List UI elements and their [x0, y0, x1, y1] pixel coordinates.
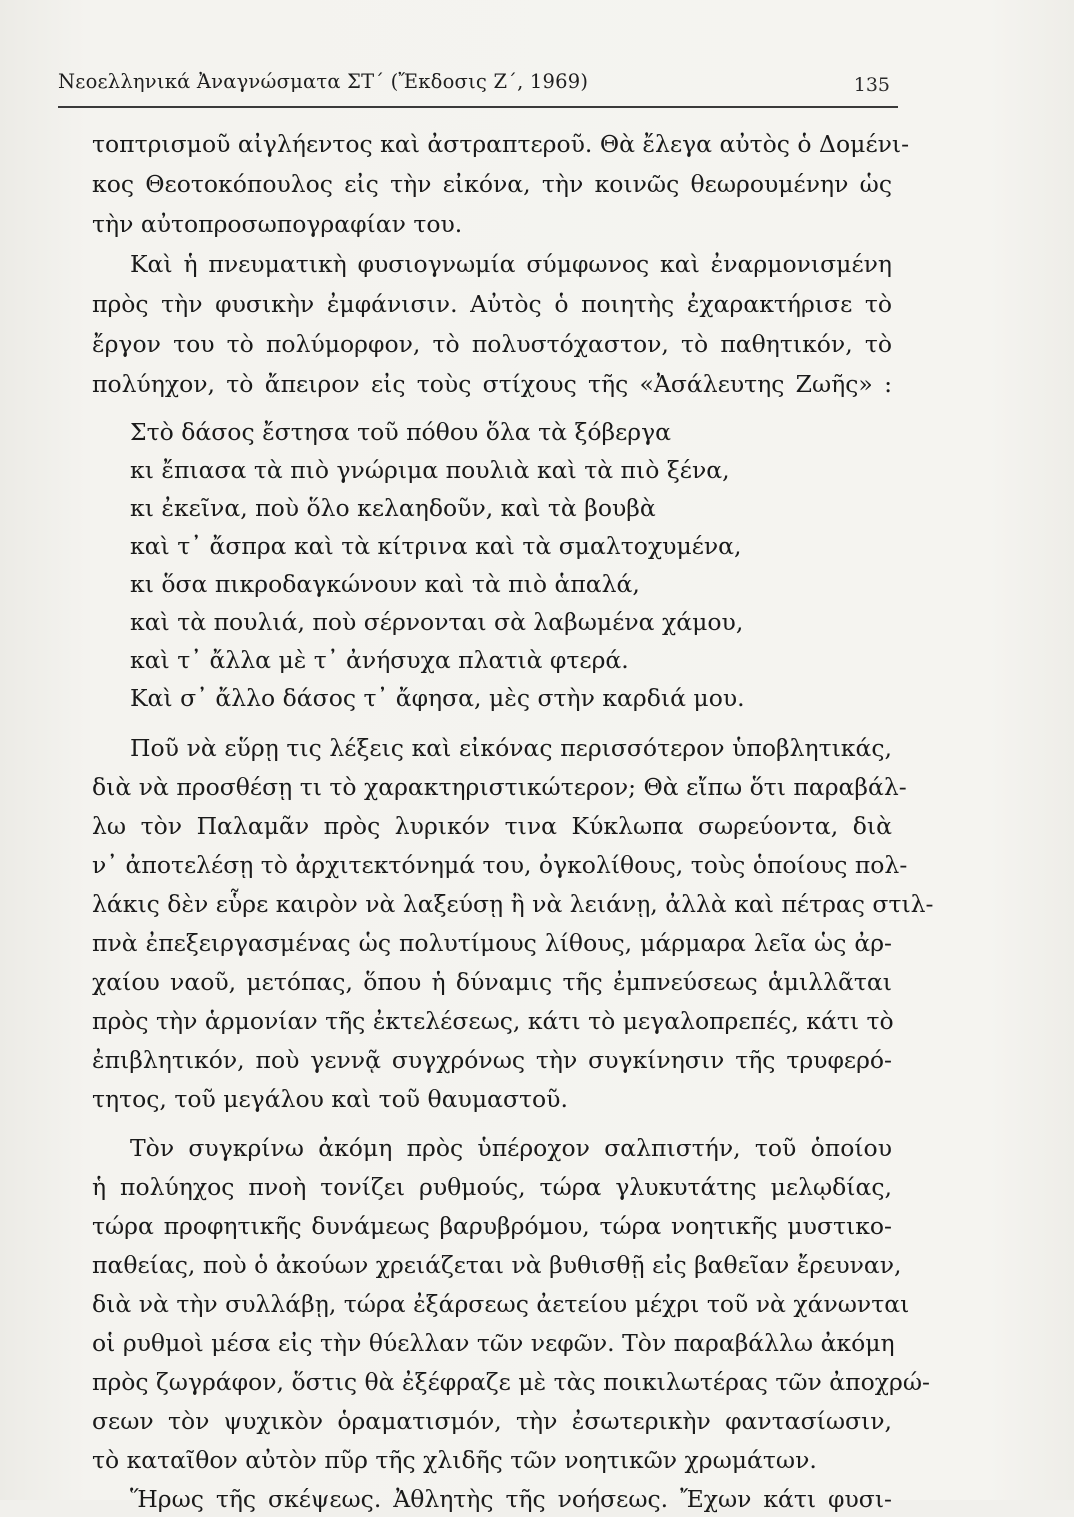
- text-line: Ἥρως τῆς σκέψεως. Ἀθλητὴς τῆς νοήσεως. Ἔχων κάτι φυσι-: [130, 1485, 892, 1513]
- text-line: τὴν αὐτοπροσωπογραφίαν του.: [92, 210, 463, 238]
- text-line: διὰ νὰ τὴν συλλάβῃ, τώρα ἐξάρσεως ἀετείου μέχρι τοῦ νὰ χάνωνται: [92, 1290, 910, 1318]
- verse-line: Στὸ δάσος ἔστησα τοῦ πόθου ὅλα τὰ ξόβεργα: [130, 418, 672, 446]
- text-line: ν᾿ ἀποτελέσῃ τὸ ἀρχιτεκτόνημά του, ὀγκολίθους, τοὺς ὁποίους πολ-: [92, 851, 908, 879]
- text-line: παθείας, ποὺ ὁ ἀκούων χρειάζεται νὰ βυθισθῇ εἰς βαθεῖαν ἔρευναν,: [92, 1251, 902, 1279]
- text-line: πρὸς τὴν φυσικὴν ἐμφάνισιν. Αὐτὸς ὁ ποιητὴς ἐχαρακτήρισε τὸ: [92, 290, 892, 318]
- text-line: διὰ νὰ προσθέσῃ τι τὸ χαρακτηριστικώτερον; Θὰ εἴπω ὅτι παραβάλ-: [92, 773, 907, 801]
- text-line: πρὸς ζωγράφον, ὅστις θὰ ἐξέφραζε μὲ τὰς ποικιλωτέρας τῶν ἀποχρώ-: [92, 1368, 930, 1396]
- page-number: 135: [853, 74, 890, 96]
- text-line: ἐπιβλητικόν, ποὺ γεννᾷ συγχρόνως τὴν συγκίνησιν τῆς τρυφερό-: [92, 1046, 892, 1074]
- verse-line: καὶ τὰ πουλιά, ποὺ σέρνονται σὰ λαβωμένα χάμου,: [130, 608, 744, 636]
- text-line: χαίου ναοῦ, μετόπας, ὅπου ἡ δύναμις τῆς ἐμπνεύσεως ἁμιλλᾶται: [92, 968, 892, 996]
- text-line: ἡ πολύηχος πνοὴ τονίζει ρυθμούς, τώρα γλυκυτάτης μελῳδίας,: [92, 1173, 892, 1201]
- page-header: [58, 70, 898, 108]
- text-line: κος Θεοτοκόπουλος εἰς τὴν εἰκόνα, τὴν κοινῶς θεωρουμένην ὡς: [92, 170, 892, 198]
- text-line: τὸ καταῖθον αὐτὸν πῦρ τῆς χλιδῆς τῶν νοητικῶν χρωμάτων.: [92, 1446, 817, 1474]
- verse-line: κι ἐκεῖνα, ποὺ ὅλο κελαηδοῦν, καὶ τὰ βουβὰ: [130, 494, 656, 522]
- text-line: πνὰ ἐπεξειργασμένας ὡς πολυτίμους λίθους, μάρμαρα λεῖα ὡς ἀρ-: [92, 929, 892, 957]
- text-line: λω τὸν Παλαμᾶν πρὸς λυρικόν τινα Κύκλωπα σωρεύοντα, διὰ: [92, 812, 892, 840]
- text-line: ἔργον του τὸ πολύμορφον, τὸ πολυστόχαστον, τὸ παθητικόν, τὸ: [92, 330, 892, 358]
- text-line: πρὸς τὴν ἁρμονίαν τῆς ἐκτελέσεως, κάτι τὸ μεγαλοπρεπές, κάτι τὸ: [92, 1007, 894, 1035]
- text-line: πολύηχον, τὸ ἄπειρον εἰς τοὺς στίχους τῆς «Ἀσάλευτης Ζωῆς» :: [92, 370, 892, 398]
- text-line: οἱ ρυθμοὶ μέσα εἰς τὴν θύελλαν τῶν νεφῶν. Τὸν παραβάλλω ἀκόμη: [92, 1329, 895, 1357]
- text-line: Τὸν συγκρίνω ἀκόμη πρὸς ὑπέροχον σαλπιστήν, τοῦ ὁποίου: [130, 1134, 892, 1162]
- running-head: Νεοελληνικά Ἀναγνώσματα ΣΤ΄ (Ἔκδοσις Ζ΄, 1969): [58, 70, 589, 93]
- text-line: Καὶ ἡ πνευματικὴ φυσιογνωμία σύμφωνος καὶ ἐναρμονισμένη: [130, 250, 892, 278]
- verse-line: Καὶ σ᾿ ἄλλο δάσος τ᾿ ἄφησα, μὲς στὴν καρδιά μου.: [130, 684, 745, 712]
- text-line: τητος, τοῦ μεγάλου καὶ τοῦ θαυμαστοῦ.: [92, 1085, 568, 1113]
- verse-line: καὶ τ᾿ ἄλλα μὲ τ᾿ ἀνήσυχα πλατιὰ φτερά.: [130, 646, 629, 674]
- verse-line: καὶ τ᾿ ἄσπρα καὶ τὰ κίτρινα καὶ τὰ σμαλτοχυμένα,: [130, 532, 742, 560]
- verse-line: κι ἔπιασα τὰ πιὸ γνώριμα πουλιὰ καὶ τὰ πιὸ ξένα,: [130, 456, 730, 484]
- text-line: Ποῦ νὰ εὕρῃ τις λέξεις καὶ εἰκόνας περισσότερον ὑποβλητικάς,: [130, 734, 892, 762]
- text-line: τοπτρισμοῦ αἰγλήεντος καὶ ἀστραπτεροῦ. Θὰ ἔλεγα αὐτὸς ὁ Δομένι-: [92, 130, 910, 158]
- text-line: τώρα προφητικῆς δυνάμεως βαρυβρόμου, τώρα νοητικῆς μυστικο-: [92, 1212, 892, 1240]
- text-line: λάκις δὲν εὗρε καιρὸν νὰ λαξεύσῃ ἢ νὰ λειάνῃ, ἀλλὰ καὶ πέτρας στιλ-: [92, 890, 934, 918]
- verse-line: κι ὅσα πικροδαγκώνουν καὶ τὰ πιὸ ἁπαλά,: [130, 570, 640, 598]
- text-line: σεων τὸν ψυχικὸν ὁραματισμόν, τὴν ἐσωτερικὴν φαντασίωσιν,: [92, 1407, 892, 1435]
